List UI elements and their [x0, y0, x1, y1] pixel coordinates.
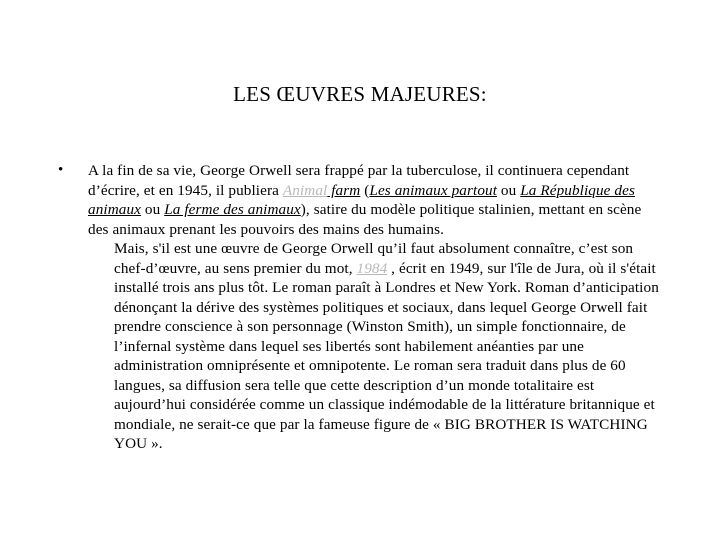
slide-title: LES ŒUVRES MAJEURES: [233, 82, 487, 106]
title-animal: Animal [282, 181, 328, 199]
title-farm: farm [327, 181, 361, 199]
title-les-animaux-partout: Les animaux partout [369, 181, 498, 199]
para1-text-3: ou [497, 181, 521, 199]
paragraph-1984 [88, 239, 663, 454]
body-text [88, 161, 663, 454]
para2-text-2: , écrit en 1949, sur l'île de Jura, où il s'était installé trois ans plus tôt. Le roman paraît à Londres et New York. Roman d’anticipation dénonçant la dérive des systèmes politiques et sociaux, dans lequel George Orwell fait prendre conscience à son personnage (Winston Smith), un simple fonctionnaire, de l’infernal système dans lequel ses libertés sont habilement anéanties par une administration omniprésente et omnipotente. Le roman sera traduit dans plus de 60 langues, sa diffusion sera telle que cette description d’un monde totalitaire est aujourd’hui considérée comme un classique indémodable de la littérature britannique et mondiale, ne serait-ce que par la fameuse figure de « BIG BROTHER IS WATCHING YOU ». [114, 259, 659, 452]
title-1984: 1984 [356, 259, 388, 277]
title-la-republique-des-animaux: La République des animaux [88, 181, 635, 218]
para2-text-1: Mais, s'il est une œuvre de George Orwell qu’il faut absolument connaître, c’est son chef-d’œuvre, au sens premier du mot, [114, 240, 634, 277]
para1-text-1: A la fin de sa vie, George Orwell sera frappé par la tuberculose, il continuera cependant d’écrire, et en 1945, il publiera [88, 162, 630, 199]
para1-text-4: ou [141, 201, 165, 218]
para1-text-5: ), satire du modèle politique stalinien, mettant en scène des animaux prenant les pouvoirs des mains des humains. [88, 201, 642, 238]
para1-text-2: ( [360, 181, 370, 199]
paragraph-animal-farm [88, 161, 663, 239]
bullet-marker: • [58, 162, 64, 178]
title-la-ferme-des-animaux: La ferme des animaux [164, 201, 301, 218]
